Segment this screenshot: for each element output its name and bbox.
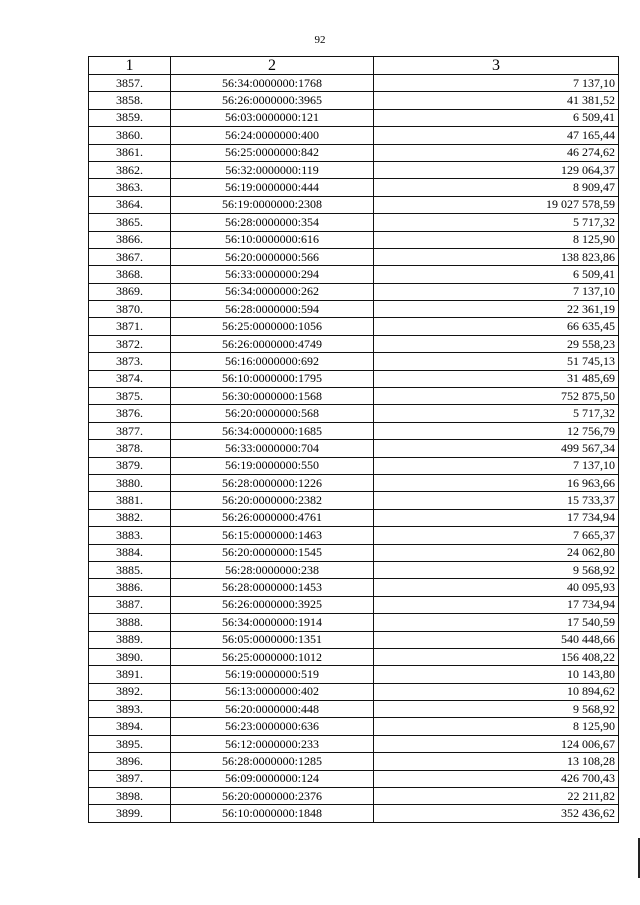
row-number-cell: 3870. xyxy=(89,301,171,318)
row-number-cell: 3882. xyxy=(89,509,171,526)
cadastral-number-cell: 56:32:0000000:119 xyxy=(171,161,374,178)
value-cell: 7 137,10 xyxy=(374,457,619,474)
cadastral-number-cell: 56:33:0000000:294 xyxy=(171,266,374,283)
cadastral-number-cell: 56:16:0000000:692 xyxy=(171,353,374,370)
cadastral-number-cell: 56:25:0000000:842 xyxy=(171,144,374,161)
value-cell: 124 006,67 xyxy=(374,735,619,752)
value-cell: 6 509,41 xyxy=(374,109,619,126)
row-number-cell: 3891. xyxy=(89,666,171,683)
table-row xyxy=(89,457,619,474)
cadastral-number-cell: 56:20:0000000:566 xyxy=(171,248,374,265)
cadastral-number-cell: 56:10:0000000:1848 xyxy=(171,805,374,822)
table-row xyxy=(89,666,619,683)
value-cell: 10 143,80 xyxy=(374,666,619,683)
row-number-cell: 3867. xyxy=(89,248,171,265)
table-row xyxy=(89,144,619,161)
table-row xyxy=(89,753,619,770)
row-number-cell: 3896. xyxy=(89,753,171,770)
value-cell: 40 095,93 xyxy=(374,579,619,596)
cadastral-number-cell: 56:30:0000000:1568 xyxy=(171,388,374,405)
row-number-cell: 3883. xyxy=(89,527,171,544)
cadastral-number-cell: 56:20:0000000:1545 xyxy=(171,544,374,561)
table-row xyxy=(89,561,619,578)
table-row xyxy=(89,579,619,596)
value-cell: 138 823,86 xyxy=(374,248,619,265)
row-number-cell: 3863. xyxy=(89,179,171,196)
cadastral-number-cell: 56:13:0000000:402 xyxy=(171,683,374,700)
cadastral-number-cell: 56:28:0000000:238 xyxy=(171,561,374,578)
value-cell: 7 137,10 xyxy=(374,283,619,300)
table-row xyxy=(89,614,619,631)
table-row xyxy=(89,231,619,248)
table-row xyxy=(89,735,619,752)
value-cell: 16 963,66 xyxy=(374,474,619,491)
row-number-cell: 3865. xyxy=(89,214,171,231)
value-cell: 8 125,90 xyxy=(374,231,619,248)
value-cell: 19 027 578,59 xyxy=(374,196,619,213)
table-row xyxy=(89,92,619,109)
row-number-cell: 3872. xyxy=(89,335,171,352)
value-cell: 66 635,45 xyxy=(374,318,619,335)
table-body xyxy=(89,75,619,823)
table-row xyxy=(89,196,619,213)
row-number-cell: 3885. xyxy=(89,561,171,578)
row-number-cell: 3873. xyxy=(89,353,171,370)
row-number-cell: 3875. xyxy=(89,388,171,405)
cadastral-number-cell: 56:25:0000000:1056 xyxy=(171,318,374,335)
cadastral-number-cell: 56:34:0000000:262 xyxy=(171,283,374,300)
page-number: 92 xyxy=(314,34,326,46)
value-cell: 5 717,32 xyxy=(374,214,619,231)
row-number-cell: 3887. xyxy=(89,596,171,613)
row-number-cell: 3881. xyxy=(89,492,171,509)
cadastral-number-cell: 56:33:0000000:704 xyxy=(171,440,374,457)
cadastral-number-cell: 56:20:0000000:2376 xyxy=(171,788,374,805)
value-cell: 12 756,79 xyxy=(374,422,619,439)
cadastral-number-cell: 56:03:0000000:121 xyxy=(171,109,374,126)
value-cell: 9 568,92 xyxy=(374,701,619,718)
table-row xyxy=(89,648,619,665)
value-cell: 41 381,52 xyxy=(374,92,619,109)
cadastral-number-cell: 56:28:0000000:1226 xyxy=(171,474,374,491)
table-row xyxy=(89,683,619,700)
value-cell: 156 408,22 xyxy=(374,648,619,665)
table-row xyxy=(89,179,619,196)
cadastral-number-cell: 56:25:0000000:1012 xyxy=(171,648,374,665)
row-number-cell: 3857. xyxy=(89,75,171,92)
value-cell: 15 733,37 xyxy=(374,492,619,509)
table-row xyxy=(89,335,619,352)
cadastral-number-cell: 56:20:0000000:568 xyxy=(171,405,374,422)
value-cell: 47 165,44 xyxy=(374,127,619,144)
header-row xyxy=(89,57,619,75)
row-number-cell: 3866. xyxy=(89,231,171,248)
table-row xyxy=(89,283,619,300)
cadastral-number-cell: 56:28:0000000:1453 xyxy=(171,579,374,596)
table-row xyxy=(89,318,619,335)
column-header-2: 2 xyxy=(171,57,374,75)
value-cell: 426 700,43 xyxy=(374,770,619,787)
cadastral-number-cell: 56:10:0000000:616 xyxy=(171,231,374,248)
cadastral-number-cell: 56:19:0000000:2308 xyxy=(171,196,374,213)
cadastral-number-cell: 56:19:0000000:519 xyxy=(171,666,374,683)
cadastral-number-cell: 56:34:0000000:1768 xyxy=(171,75,374,92)
row-number-cell: 3861. xyxy=(89,144,171,161)
cadastral-number-cell: 56:26:0000000:4761 xyxy=(171,509,374,526)
table-row xyxy=(89,109,619,126)
value-cell: 13 108,28 xyxy=(374,753,619,770)
table-row xyxy=(89,718,619,735)
cadastral-number-cell: 56:23:0000000:636 xyxy=(171,718,374,735)
row-number-cell: 3884. xyxy=(89,544,171,561)
table-row xyxy=(89,440,619,457)
table-row xyxy=(89,422,619,439)
table-row xyxy=(89,527,619,544)
row-number-cell: 3858. xyxy=(89,92,171,109)
cadastral-number-cell: 56:28:0000000:594 xyxy=(171,301,374,318)
cadastral-number-cell: 56:34:0000000:1685 xyxy=(171,422,374,439)
row-number-cell: 3862. xyxy=(89,161,171,178)
table-row xyxy=(89,509,619,526)
row-number-cell: 3890. xyxy=(89,648,171,665)
table-row xyxy=(89,544,619,561)
row-number-cell: 3864. xyxy=(89,196,171,213)
table-row xyxy=(89,405,619,422)
cadastral-number-cell: 56:26:0000000:3965 xyxy=(171,92,374,109)
table-row xyxy=(89,370,619,387)
value-cell: 10 894,62 xyxy=(374,683,619,700)
column-header-3: 3 xyxy=(374,57,619,75)
cadastral-number-cell: 56:26:0000000:3925 xyxy=(171,596,374,613)
table-row xyxy=(89,127,619,144)
row-number-cell: 3859. xyxy=(89,109,171,126)
table-row xyxy=(89,631,619,648)
row-number-cell: 3892. xyxy=(89,683,171,700)
cadastral-number-cell: 56:12:0000000:233 xyxy=(171,735,374,752)
column-header-1: 1 xyxy=(89,57,171,75)
value-cell: 24 062,80 xyxy=(374,544,619,561)
row-number-cell: 3893. xyxy=(89,701,171,718)
cadastral-number-cell: 56:20:0000000:448 xyxy=(171,701,374,718)
row-number-cell: 3868. xyxy=(89,266,171,283)
value-cell: 5 717,32 xyxy=(374,405,619,422)
table-row xyxy=(89,248,619,265)
value-cell: 17 734,94 xyxy=(374,596,619,613)
cadastral-number-cell: 56:26:0000000:4749 xyxy=(171,335,374,352)
cadastral-number-cell: 56:05:0000000:1351 xyxy=(171,631,374,648)
table-row xyxy=(89,353,619,370)
table-row xyxy=(89,788,619,805)
value-cell: 46 274,62 xyxy=(374,144,619,161)
row-number-cell: 3871. xyxy=(89,318,171,335)
table-row xyxy=(89,770,619,787)
table-row xyxy=(89,301,619,318)
value-cell: 9 568,92 xyxy=(374,561,619,578)
value-cell: 31 485,69 xyxy=(374,370,619,387)
table-row xyxy=(89,474,619,491)
value-cell: 17 540,59 xyxy=(374,614,619,631)
row-number-cell: 3880. xyxy=(89,474,171,491)
cadastral-number-cell: 56:10:0000000:1795 xyxy=(171,370,374,387)
value-cell: 752 875,50 xyxy=(374,388,619,405)
value-cell: 22 211,82 xyxy=(374,788,619,805)
value-cell: 51 745,13 xyxy=(374,353,619,370)
table-row xyxy=(89,388,619,405)
value-cell: 29 558,23 xyxy=(374,335,619,352)
table-row xyxy=(89,161,619,178)
cadastral-number-cell: 56:09:0000000:124 xyxy=(171,770,374,787)
table-row xyxy=(89,596,619,613)
value-cell: 129 064,37 xyxy=(374,161,619,178)
value-cell: 8 909,47 xyxy=(374,179,619,196)
row-number-cell: 3869. xyxy=(89,283,171,300)
row-number-cell: 3889. xyxy=(89,631,171,648)
row-number-cell: 3895. xyxy=(89,735,171,752)
table-header xyxy=(89,57,619,75)
row-number-cell: 3876. xyxy=(89,405,171,422)
table-row xyxy=(89,75,619,92)
row-number-cell: 3860. xyxy=(89,127,171,144)
row-number-cell: 3877. xyxy=(89,422,171,439)
row-number-cell: 3886. xyxy=(89,579,171,596)
value-cell: 22 361,19 xyxy=(374,301,619,318)
value-cell: 540 448,66 xyxy=(374,631,619,648)
cadastral-number-cell: 56:19:0000000:444 xyxy=(171,179,374,196)
value-cell: 352 436,62 xyxy=(374,805,619,822)
value-cell: 6 509,41 xyxy=(374,266,619,283)
row-number-cell: 3888. xyxy=(89,614,171,631)
cadastral-number-cell: 56:20:0000000:2382 xyxy=(171,492,374,509)
row-number-cell: 3894. xyxy=(89,718,171,735)
cadastral-number-cell: 56:34:0000000:1914 xyxy=(171,614,374,631)
value-cell: 499 567,34 xyxy=(374,440,619,457)
cadastral-number-cell: 56:24:0000000:400 xyxy=(171,127,374,144)
value-cell: 7 137,10 xyxy=(374,75,619,92)
cadastral-number-cell: 56:28:0000000:354 xyxy=(171,214,374,231)
value-cell: 17 734,94 xyxy=(374,509,619,526)
table-row xyxy=(89,492,619,509)
value-cell: 8 125,90 xyxy=(374,718,619,735)
cadastral-value-table xyxy=(88,56,619,823)
row-number-cell: 3898. xyxy=(89,788,171,805)
row-number-cell: 3879. xyxy=(89,457,171,474)
cadastral-number-cell: 56:19:0000000:550 xyxy=(171,457,374,474)
row-number-cell: 3874. xyxy=(89,370,171,387)
cadastral-number-cell: 56:15:0000000:1463 xyxy=(171,527,374,544)
table-row xyxy=(89,701,619,718)
row-number-cell: 3878. xyxy=(89,440,171,457)
value-cell: 7 665,37 xyxy=(374,527,619,544)
table-row xyxy=(89,214,619,231)
table-row xyxy=(89,266,619,283)
row-number-cell: 3897. xyxy=(89,770,171,787)
row-number-cell: 3899. xyxy=(89,805,171,822)
table-row xyxy=(89,805,619,822)
cadastral-number-cell: 56:28:0000000:1285 xyxy=(171,753,374,770)
